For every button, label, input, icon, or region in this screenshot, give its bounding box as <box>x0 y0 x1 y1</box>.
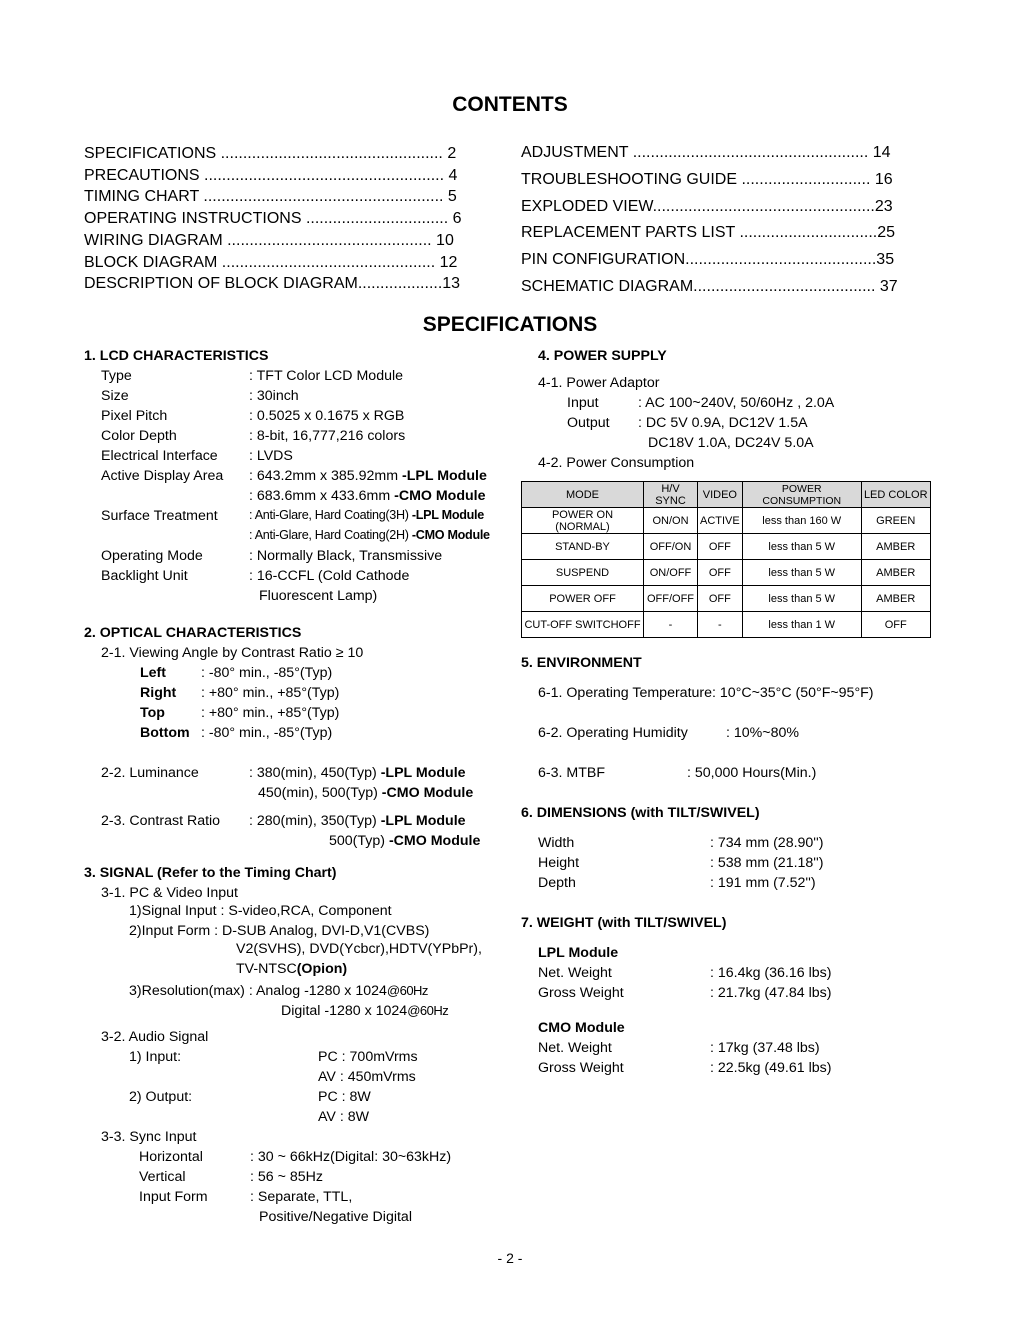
lcd-label: Electrical Interface <box>101 448 218 464</box>
audio-input-pc: PC : 700mVrms <box>318 1049 418 1065</box>
table-cell: ON/OFF <box>644 560 698 586</box>
lcd-labels <box>101 368 223 588</box>
table-cell: less than 160 W <box>742 508 861 534</box>
dimension-labels <box>538 835 579 895</box>
specifications-title: SPECIFICATIONS <box>422 313 598 336</box>
table-row <box>522 534 931 560</box>
table-row <box>522 560 931 586</box>
table-cell: GREEN <box>861 508 930 534</box>
input-form-text: TV-NTSC <box>236 961 297 977</box>
power-output-value-cont: DC18V 1.0A, DC24V 5.0A <box>648 435 814 451</box>
table-cell: CUT-OFF SWITCHOFF <box>522 612 644 638</box>
weight-heading: 7. WEIGHT (with TILT/SWIVEL) <box>521 915 727 931</box>
audio-output-pc: PC : 8W <box>318 1089 371 1105</box>
table-cell: less than 5 W <box>742 560 861 586</box>
dimension-value: : 734 mm (28.90'') <box>710 835 824 851</box>
lcd-label: Operating Mode <box>101 548 203 564</box>
sync-label: Vertical <box>139 1169 186 1185</box>
angle-value: : -80° min., -85°(Typ) <box>201 665 333 681</box>
lcd-value: : 643.2mm x 385.92mm <box>249 468 402 484</box>
table-row <box>522 586 931 612</box>
sync-values <box>250 1149 451 1229</box>
module-tag: -CMO Module <box>381 785 474 801</box>
table-header-cell: VIDEO <box>698 482 743 508</box>
angle-value: : -80° min., -85°(Typ) <box>201 725 333 741</box>
sync-labels <box>139 1149 208 1209</box>
optical-heading: 2. OPTICAL CHARACTERISTICS <box>84 625 302 641</box>
lcd-value: : 0.5025 x 0.1675 x RGB <box>249 408 405 424</box>
toc-entry[interactable]: OPERATING INSTRUCTIONS ................................ 6 <box>84 210 462 228</box>
table-cell: OFF/ON <box>644 534 698 560</box>
sync-value: Positive/Negative Digital <box>259 1209 412 1225</box>
page-number: - 2 - <box>497 1250 523 1266</box>
audio-output-av: AV : 8W <box>318 1109 369 1125</box>
input-form-tv <box>236 961 347 977</box>
audio-input-label: 1) Input: <box>129 1049 182 1065</box>
input-form-cont: V2(SVHS), DVD(Ycbcr),HDTV(YPbPr), <box>236 941 482 957</box>
mtbf-label: 6-3. MTBF <box>538 765 606 781</box>
sync-value: : 56 ~ 85Hz <box>250 1169 323 1185</box>
angle-label: Right <box>140 685 177 701</box>
lpl-weight-labels <box>538 965 624 1005</box>
sync-input: 3-3. Sync Input <box>101 1129 197 1145</box>
table-row <box>522 508 931 534</box>
angle-value: : +80° min., +85°(Typ) <box>201 685 340 701</box>
resolution-text: Digital -1280 x 1024 <box>281 1003 408 1019</box>
table-cell: - <box>644 612 698 638</box>
lcd-value-row <box>249 488 490 508</box>
table-header-cell: LED COLOR <box>861 482 930 508</box>
resolution-digital <box>281 1003 448 1019</box>
table-cell: less than 5 W <box>742 586 861 612</box>
luminance-label: 2-2. Luminance <box>101 765 199 781</box>
lcd-value: : 683.6mm x 433.6mm <box>249 488 395 504</box>
angle-values <box>201 665 339 745</box>
table-header-cell: MODE <box>522 482 644 508</box>
table-cell: AMBER <box>861 586 930 612</box>
contrast-cmo <box>329 833 480 849</box>
resolution-text: 3)Resolution(max) : Analog -1280 x 1024 <box>129 983 387 999</box>
audio-signal: 3-2. Audio Signal <box>101 1029 209 1045</box>
luminance-cmo <box>258 785 473 801</box>
viewing-angle: 2-1. Viewing Angle by Contrast Ratio ≥ 10 <box>101 645 364 661</box>
luminance-value: 450(min), 500(Typ) <box>258 785 382 801</box>
toc-left <box>84 143 462 295</box>
module-tag: -CMO Module <box>388 833 481 849</box>
toc-entry[interactable]: PRECAUTIONS ...................................................... 4 <box>84 166 458 184</box>
module-tag: -LPL Module <box>380 765 466 781</box>
lcd-value: : LVDS <box>249 448 293 464</box>
table-row <box>522 612 931 638</box>
humidity-value: : 10%~80% <box>726 725 799 741</box>
power-output-value: : DC 5V 0.9A, DC12V 1.5A <box>638 415 808 431</box>
angle-label: Left <box>140 665 167 681</box>
table-cell: AMBER <box>861 560 930 586</box>
dimension-label: Depth <box>538 875 576 891</box>
table-cell: OFF/OFF <box>644 586 698 612</box>
luminance-lpl <box>249 765 466 781</box>
lcd-value-row <box>249 468 490 488</box>
toc-entry[interactable]: WIRING DIAGRAM .............................................. 10 <box>84 231 454 249</box>
lcd-value-row <box>249 528 490 548</box>
input-form-option: (Opion) <box>296 961 348 977</box>
pc-video-input: 3-1. PC & Video Input <box>101 885 238 901</box>
lcd-module-tag: -CMO Module <box>394 488 486 504</box>
table-cell: OFF <box>698 560 743 586</box>
dimension-values <box>710 835 823 895</box>
cmo-weight-values <box>710 1040 831 1080</box>
table-cell: OFF <box>698 586 743 612</box>
luminance-value: : 380(min), 450(Typ) <box>249 765 381 781</box>
toc-entry[interactable]: REPLACEMENT PARTS LIST ...............................25 <box>521 224 896 242</box>
weight-label: Net. Weight <box>538 1040 612 1056</box>
lcd-value: : Normally Black, Transmissive <box>249 548 443 564</box>
angle-labels <box>140 665 190 745</box>
angle-value: : +80° min., +85°(Typ) <box>201 705 340 721</box>
dimension-value: : 191 mm (7.52'') <box>710 875 816 891</box>
dimension-label: Width <box>538 835 575 851</box>
table-header-row <box>522 482 931 508</box>
lpl-module-title: LPL Module <box>538 945 619 961</box>
lcd-label: Active Display Area <box>101 468 224 484</box>
lcd-value: : 30inch <box>249 388 299 404</box>
table-cell: ACTIVE <box>698 508 743 534</box>
table-cell: less than 1 W <box>742 612 861 638</box>
table-cell: SUSPEND <box>522 560 644 586</box>
table-cell: ON/ON <box>644 508 698 534</box>
angle-label: Top <box>140 705 165 721</box>
weight-value: : 22.5kg (49.61 lbs) <box>710 1060 832 1076</box>
lcd-values <box>249 368 490 608</box>
contrast-value: : 280(min), 350(Typ) <box>249 813 381 829</box>
lcd-module-tag: -LPL Module <box>411 508 484 522</box>
operating-temperature: 6-1. Operating Temperature: 10°C~35°C (50°F~95°F) <box>538 685 874 701</box>
lcd-module-tag: -CMO Module <box>411 528 490 542</box>
weight-value: : 21.7kg (47.84 lbs) <box>710 985 832 1001</box>
table-cell: POWER ON (NORMAL) <box>522 508 644 534</box>
power-output-label: Output <box>567 415 610 431</box>
toc-entry[interactable]: EXPLODED VIEW..................................................23 <box>521 197 893 215</box>
contrast-value: 500(Typ) <box>329 833 389 849</box>
lcd-label: Type <box>101 368 132 384</box>
weight-label: Gross Weight <box>538 985 624 1001</box>
input-form: 2)Input Form : D-SUB Analog, DVI-D,V1(CVBS) <box>129 923 430 939</box>
cmo-module-title: CMO Module <box>538 1020 625 1036</box>
lcd-heading: 1. LCD CHARACTERISTICS <box>84 348 269 364</box>
contents-title: CONTENTS <box>452 93 568 116</box>
power-input-label: Input <box>567 395 599 411</box>
table-header-cell: H/V SYNC <box>644 482 698 508</box>
humidity-label: 6-2. Operating Humidity <box>538 725 688 741</box>
environment-heading: 5. ENVIRONMENT <box>521 655 642 671</box>
toc-entry[interactable]: SPECIFICATIONS .................................................. 2 <box>84 145 457 162</box>
lcd-value: : TFT Color LCD Module <box>249 368 404 384</box>
lcd-value: : Anti-Glare, Hard Coating(2H) <box>249 528 412 542</box>
resolution-analog <box>129 983 428 999</box>
resolution-rate: @60Hz <box>407 1003 449 1018</box>
table-cell: OFF <box>698 534 743 560</box>
lpl-weight-values <box>710 965 831 1005</box>
toc-right <box>521 140 898 301</box>
dimensions-heading: 6. DIMENSIONS (with TILT/SWIVEL) <box>521 805 760 821</box>
signal-input: 1)Signal Input : S-video,RCA, Component <box>129 903 392 919</box>
lcd-value-row <box>249 508 490 528</box>
table-cell: AMBER <box>861 534 930 560</box>
lcd-module-tag: -LPL Module <box>401 468 487 484</box>
toc-entry[interactable]: BLOCK DIAGRAM ................................................ 12 <box>84 253 458 271</box>
weight-value: : 16.4kg (36.16 lbs) <box>710 965 832 981</box>
toc-entry[interactable]: TIMING CHART ...................................................... 5 <box>84 188 457 206</box>
toc-entry[interactable]: PIN CONFIGURATION...........................................35 <box>521 251 895 269</box>
dimension-value: : 538 mm (21.18'') <box>710 855 824 871</box>
table-header-cell: POWER CONSUMPTION <box>742 482 861 508</box>
dimension-label: Height <box>538 855 580 871</box>
toc-entry[interactable]: TROUBLESHOOTING GUIDE ............................. 16 <box>521 170 893 188</box>
lcd-label: Pixel Pitch <box>101 408 168 424</box>
sync-value: : Separate, TTL, <box>250 1189 353 1205</box>
lcd-label: Color Depth <box>101 428 177 444</box>
power-input-value: : AC 100~240V, 50/60Hz , 2.0A <box>638 395 835 411</box>
resolution-rate: @60Hz <box>386 983 428 998</box>
power-adaptor: 4-1. Power Adaptor <box>538 375 660 391</box>
lcd-label: Surface Treatment <box>101 508 218 524</box>
lcd-value: : Anti-Glare, Hard Coating(3H) <box>249 508 412 522</box>
toc-entry[interactable]: ADJUSTMENT ..................................................... 14 <box>521 144 891 161</box>
audio-output-label: 2) Output: <box>129 1089 193 1105</box>
table-cell: POWER OFF <box>522 586 644 612</box>
power-consumption: 4-2. Power Consumption <box>538 455 695 471</box>
lcd-value: : 16-CCFL (Cold Cathode <box>249 568 410 584</box>
mtbf-value: : 50,000 Hours(Min.) <box>687 765 817 781</box>
weight-label: Gross Weight <box>538 1060 624 1076</box>
signal-heading: 3. SIGNAL (Refer to the Timing Chart) <box>84 865 337 881</box>
toc-entry[interactable]: SCHEMATIC DIAGRAM......................................... 37 <box>521 277 898 295</box>
contrast-label: 2-3. Contrast Ratio <box>101 813 221 829</box>
contrast-lpl <box>249 813 466 829</box>
table-cell: - <box>698 612 743 638</box>
table-cell: STAND-BY <box>522 534 644 560</box>
sync-label: Horizontal <box>139 1149 203 1165</box>
audio-input-av: AV : 450mVrms <box>318 1069 416 1085</box>
cmo-weight-labels <box>538 1040 624 1080</box>
lcd-value: Fluorescent Lamp) <box>259 588 378 604</box>
sync-value: : 30 ~ 66kHz(Digital: 30~63kHz) <box>250 1149 452 1165</box>
table-cell: less than 5 W <box>742 534 861 560</box>
power-table <box>521 481 931 638</box>
table-cell: OFF <box>861 612 930 638</box>
sync-label: Input Form <box>139 1189 208 1205</box>
lcd-label <box>101 528 223 548</box>
weight-value: : 17kg (37.48 lbs) <box>710 1040 820 1056</box>
lcd-value: : 8-bit, 16,777,216 colors <box>249 428 406 444</box>
module-tag: -LPL Module <box>380 813 466 829</box>
weight-label: Net. Weight <box>538 965 612 981</box>
power-heading: 4. POWER SUPPLY <box>538 348 667 364</box>
lcd-label: Size <box>101 388 129 404</box>
toc-entry[interactable]: DESCRIPTION OF BLOCK DIAGRAM...................13 <box>84 275 461 293</box>
lcd-label <box>101 488 223 508</box>
lcd-label: Backlight Unit <box>101 568 188 584</box>
angle-label: Bottom <box>140 725 190 741</box>
